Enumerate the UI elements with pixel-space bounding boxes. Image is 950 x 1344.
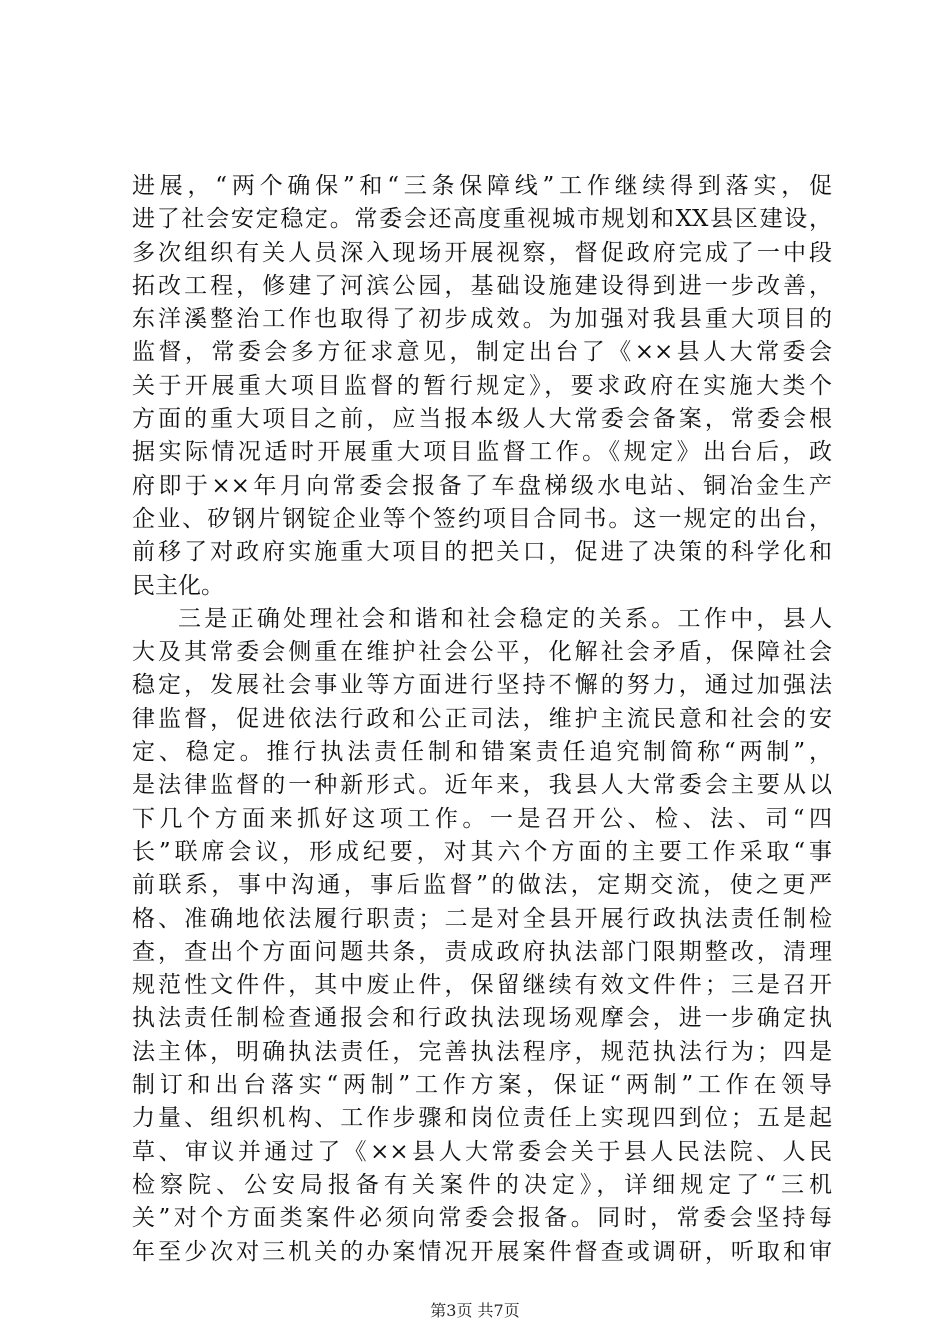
text-line: 制订和出台落实“两制”工作方案，保证“两制”工作在领导 xyxy=(132,1072,832,1099)
text-line: 企业、矽钢片钢锭企业等个签约项目合同书。这一规定的出台， xyxy=(132,505,832,532)
text-line: 关于开展重大项目监督的暂行规定》，要求政府在实施大类个 xyxy=(132,372,832,399)
text-line: 进了社会安定稳定。常委会还高度重视城市规划和XX县区建设， xyxy=(132,206,832,233)
page-number-footer: 第3页 共7页 xyxy=(430,1301,520,1320)
text-line: 多次组织有关人员深入现场开展视察，督促政府完成了一中段 xyxy=(132,239,832,266)
paragraph-1 xyxy=(132,170,832,603)
text-line: 草、审议并通过了《××县人大常委会关于县人民法院、人民 xyxy=(132,1138,832,1165)
text-line: 查，查出个方面问题共条，责成政府执法部门限期整改，清理 xyxy=(132,938,832,965)
text-line: 长”联席会议，形成纪要，对其六个方面的主要工作采取“事 xyxy=(132,838,832,865)
text-line: 是法律监督的一种新形式。近年来，我县人大常委会主要从以 xyxy=(132,772,832,799)
text-line: 力量、组织机构、工作步骤和岗位责任上实现四到位；五是起 xyxy=(132,1105,832,1132)
text-line: 府即于××年月向常委会报备了车盘梯级水电站、铜冶金生产 xyxy=(132,472,832,499)
text-line: 执法责任制检查通报会和行政执法现场观摩会，进一步确定执 xyxy=(132,1005,832,1032)
text-line: 年至少次对三机关的办案情况开展案件督查或调研，听取和审 xyxy=(132,1238,832,1265)
text-line: 定、稳定。推行执法责任制和错案责任追究制简称“两制”， xyxy=(132,739,832,766)
document-body xyxy=(132,170,832,1269)
text-line: 前联系，事中沟通，事后监督”的做法，定期交流，使之更严 xyxy=(132,872,832,899)
text-line: 下几个方面来抓好这项工作。一是召开公、检、法、司“四 xyxy=(132,805,832,832)
text-line: 东洋溪整治工作也取得了初步成效。为加强对我县重大项目的 xyxy=(132,306,832,333)
text-line: 大及其常委会侧重在维护社会公平，化解社会矛盾，保障社会 xyxy=(132,639,832,666)
text-line: 拓改工程，修建了河滨公园，基础设施建设得到进一步改善， xyxy=(132,272,832,299)
text-line: 检察院、公安局报备有关案件的决定》，详细规定了“三机 xyxy=(132,1171,832,1198)
text-line: 规范性文件件，其中废止件，保留继续有效文件件；三是召开 xyxy=(132,972,832,999)
text-line: 方面的重大项目之前，应当报本级人大常委会备案，常委会根 xyxy=(132,406,832,433)
text-line: 据实际情况适时开展重大项目监督工作。《规定》出台后，政 xyxy=(132,439,832,466)
text-line: 格、准确地依法履行职责；二是对全县开展行政执法责任制检 xyxy=(132,905,832,932)
text-line: 前移了对政府实施重大项目的把关口，促进了决策的科学化和 xyxy=(132,539,832,566)
text-line: 关”对个方面类案件必须向常委会报备。同时，常委会坚持每 xyxy=(132,1205,832,1232)
text-line: 稳定，发展社会事业等方面进行坚持不懈的努力，通过加强法 xyxy=(132,672,832,699)
text-line: 律监督，促进依法行政和公正司法，维护主流民意和社会的安 xyxy=(132,705,832,732)
text-line: 民主化。 xyxy=(132,572,224,599)
text-line: 三是正确处理社会和谐和社会稳定的关系。工作中，县人 xyxy=(178,605,832,632)
text-line: 监督，常委会多方征求意见，制定出台了《××县人大常委会 xyxy=(132,339,832,366)
paragraph-2 xyxy=(132,603,832,1269)
text-line: 进展，“两个确保”和“三条保障线”工作继续得到落实，促 xyxy=(132,173,832,199)
text-line: 法主体，明确执法责任，完善执法程序，规范执法行为；四是 xyxy=(132,1038,832,1065)
